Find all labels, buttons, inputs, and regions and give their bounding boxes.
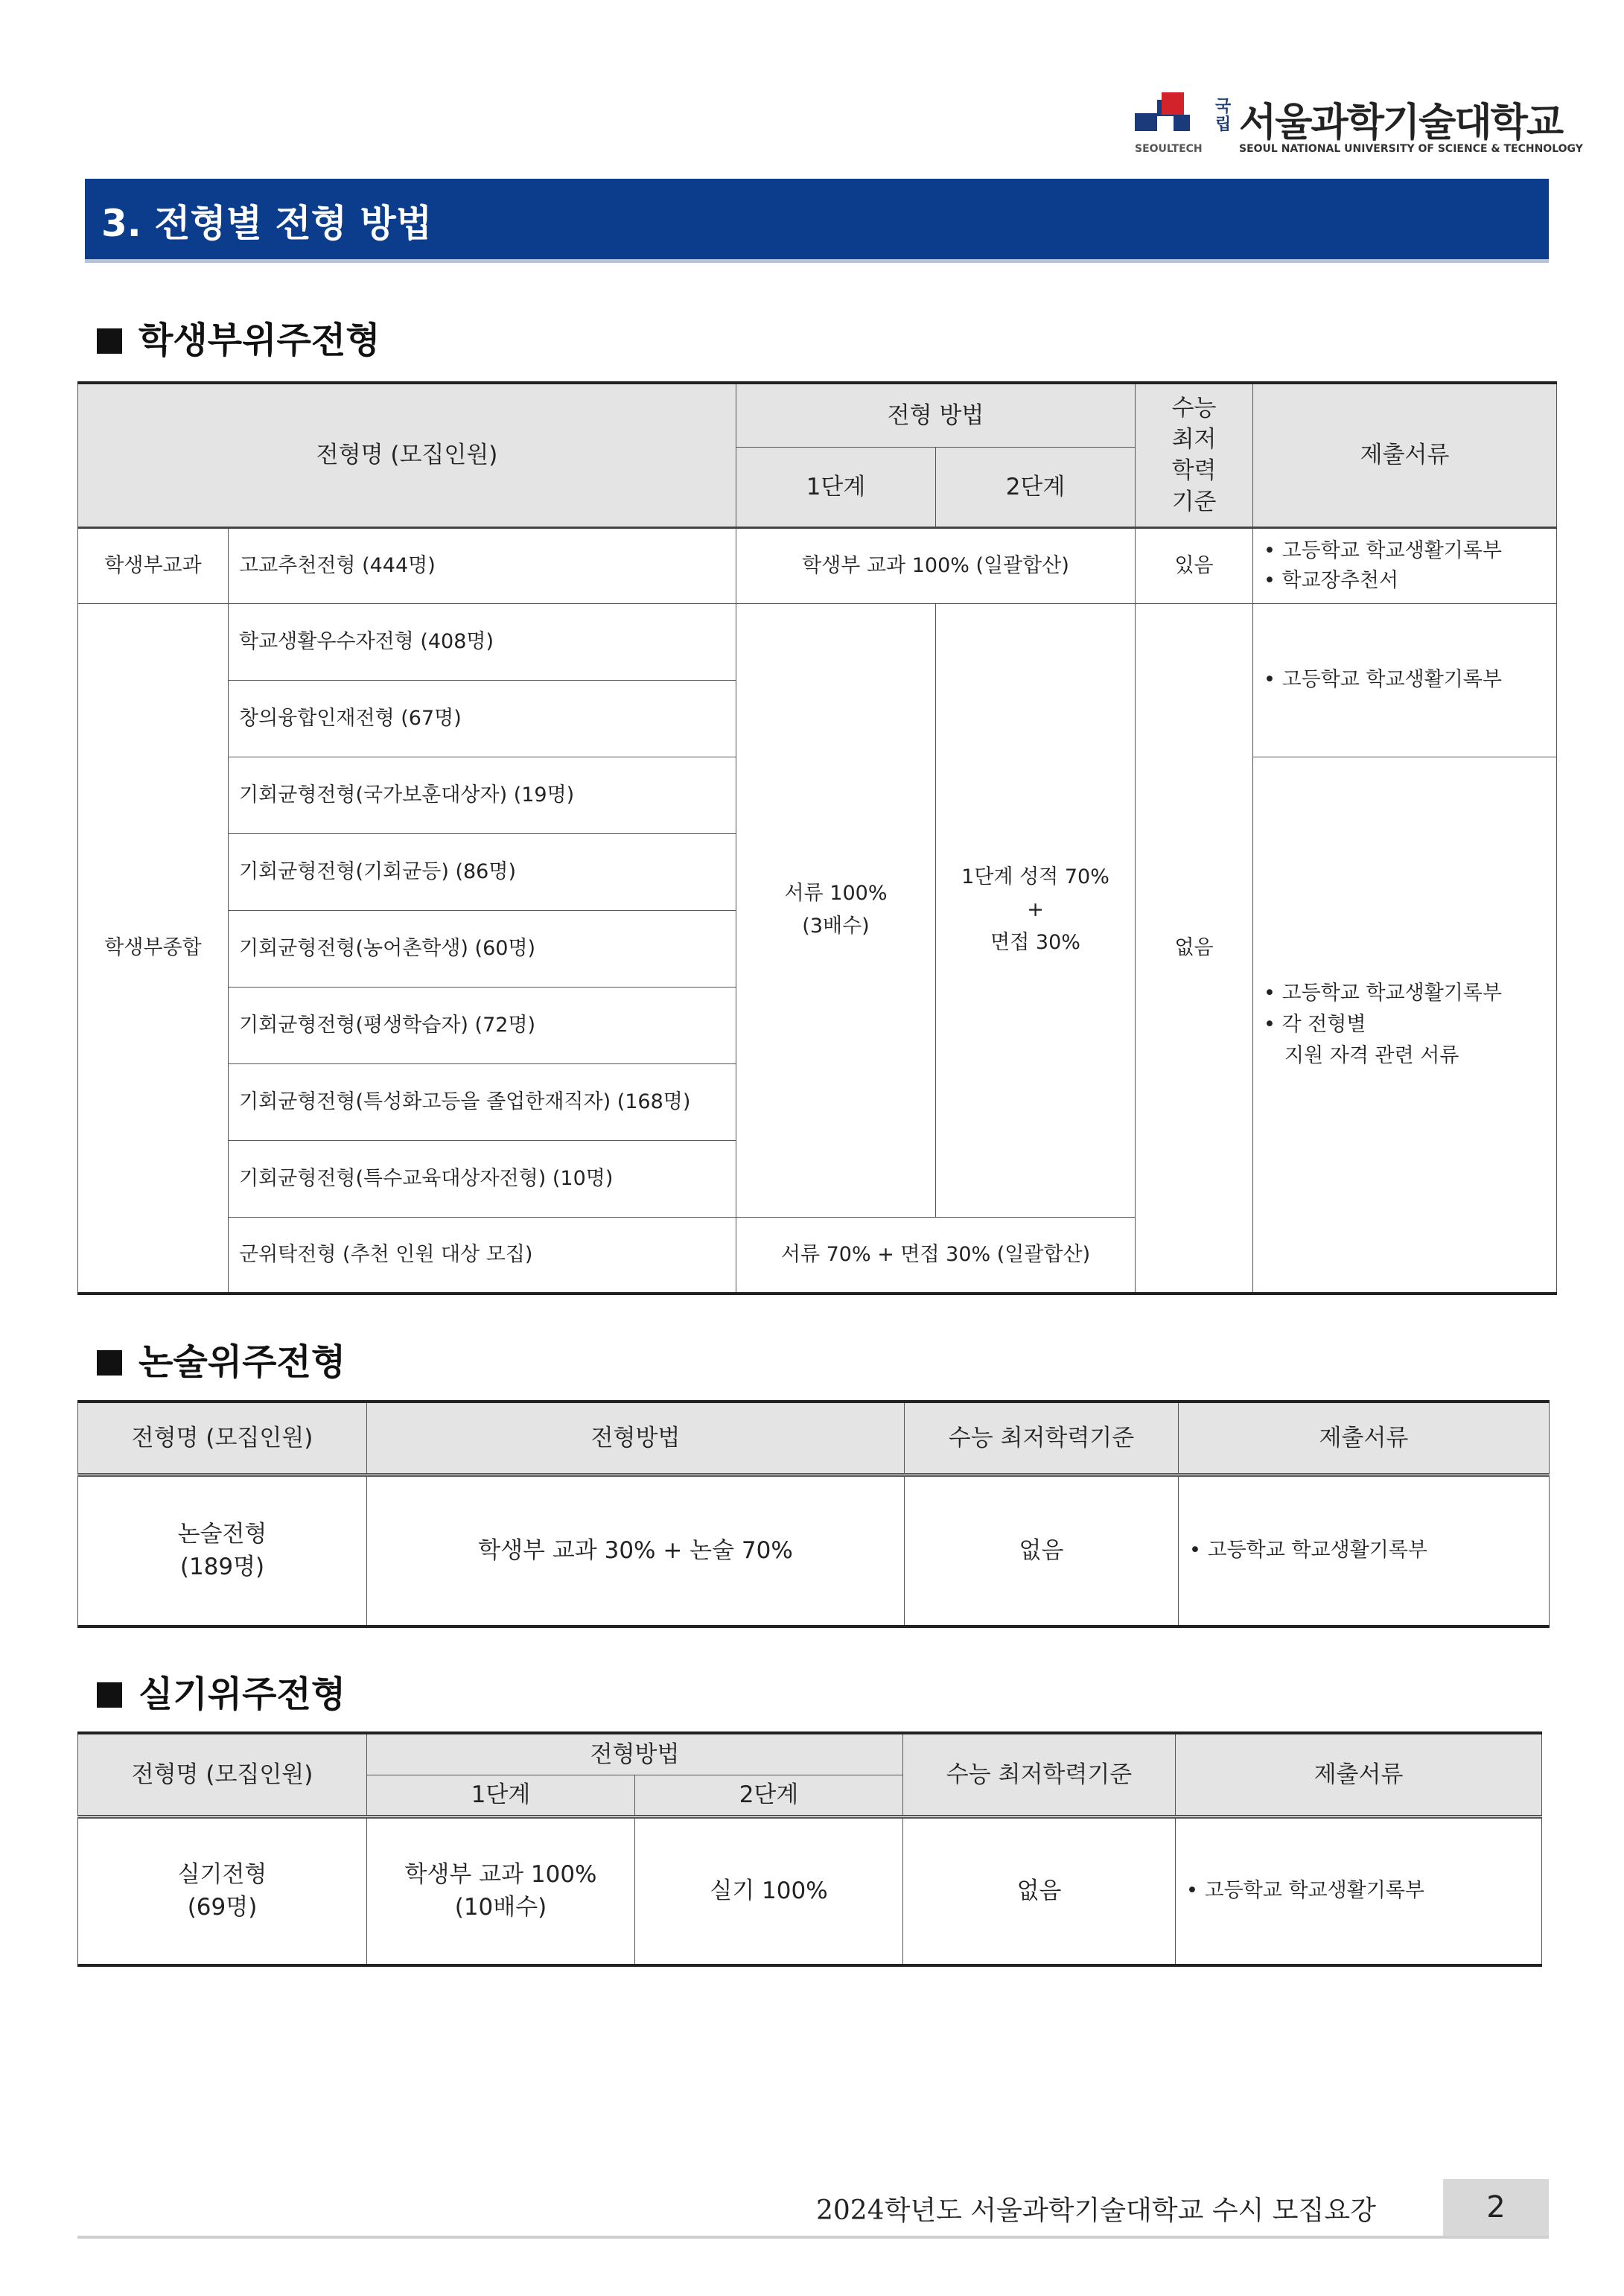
table-row [78, 1475, 1550, 1626]
csat-cell: 없음 [1136, 603, 1253, 1294]
admission-name: 기회균형전형(평생학습자) (72명) [229, 987, 736, 1063]
header-stage1: 1단계 [367, 1775, 635, 1816]
method-cell: 학생부 교과 100% (일괄합산) [736, 527, 1136, 603]
csat-cell: 없음 [903, 1816, 1176, 1965]
admission-name: 창의융합인재전형 (67명) [229, 680, 736, 757]
square-bullet-icon [97, 1350, 122, 1376]
category-cell: 학생부종합 [78, 603, 229, 1294]
table-row [78, 1816, 1542, 1965]
university-logo [1135, 88, 1583, 156]
admission-name: 학교생활우수자전형 (408명) [229, 603, 736, 680]
admission-name: 기회균형전형(국가보훈대상자) (19명) [229, 757, 736, 833]
admission-name: 논술전형 (189명) [78, 1475, 367, 1626]
footer-title: 2024학년도 서울과학기술대학교 수시 모집요강 [816, 2195, 1376, 2226]
docs-cell: • 고등학교 학교생활기록부 [1176, 1816, 1542, 1965]
admission-name: 기회균형전형(기회균등) (86명) [229, 833, 736, 910]
stage1-cell: 학생부 교과 100% (10배수) [367, 1816, 635, 1965]
docs-cell: • 고등학교 학교생활기록부 [1253, 603, 1557, 757]
header-method: 전형 방법 [736, 383, 1136, 447]
csat-cell: 없음 [905, 1475, 1179, 1626]
footer-divider [77, 2236, 1549, 2239]
header-csat: 수능 최저 학력 기준 [1136, 383, 1253, 527]
header-method: 전형방법 [367, 1733, 903, 1775]
csat-cell: 있음 [1136, 527, 1253, 603]
logo-national-mark: 국립 [1215, 98, 1232, 134]
header-name: 전형명 (모집인원) [78, 383, 736, 527]
method-cell: 학생부 교과 30% + 논술 70% [367, 1475, 905, 1626]
page-number: 2 [1443, 2179, 1549, 2236]
square-bullet-icon [97, 328, 122, 354]
section-heading-essay: 논술위주전형 [97, 1333, 346, 1384]
admission-name: 고교추천전형 (444명) [229, 527, 736, 603]
square-bullet-icon [97, 1682, 122, 1708]
method-cell: 서류 70% + 면접 30% (일괄합산) [736, 1217, 1136, 1294]
header-stage2: 2단계 [635, 1775, 903, 1816]
logo-seoultech: SEOULTECH [1135, 143, 1203, 155]
student-record-table [77, 381, 1557, 1295]
admission-name: 기회균형전형(특수교육대상자전형) (10명) [229, 1140, 736, 1217]
section-banner [85, 179, 1549, 263]
practical-table [77, 1731, 1542, 1967]
admission-name: 기회균형전형(특성화고등을 졸업한재직자) (168명) [229, 1063, 736, 1140]
admission-name: 군위탁전형 (추천 인원 대상 모집) [229, 1217, 736, 1294]
header-name: 전형명 (모집인원) [78, 1402, 367, 1475]
section-heading-student-record: 학생부위주전형 [97, 311, 380, 363]
docs-cell: • 고등학교 학교생활기록부 • 각 전형별 지원 자격 관련 서류 [1253, 757, 1557, 1294]
header-docs: 제출서류 [1179, 1402, 1550, 1475]
table-row [78, 527, 1557, 603]
section-heading-practical: 실기위주전형 [97, 1665, 346, 1717]
header-docs: 제출서류 [1176, 1733, 1542, 1816]
banner-title: 3. 전형별 전형 방법 [101, 202, 433, 245]
stage2-cell: 1단계 성적 70% + 면접 30% [936, 603, 1136, 1217]
header-stage1: 1단계 [736, 447, 936, 527]
category-cell: 학생부교과 [78, 527, 229, 603]
docs-cell: • 고등학교 학교생활기록부 • 학교장추천서 [1253, 527, 1557, 603]
essay-table [77, 1400, 1550, 1628]
table-row [78, 603, 1557, 680]
header-name: 전형명 (모집인원) [78, 1733, 367, 1816]
logo-english-name: SEOUL NATIONAL UNIVERSITY OF SCIENCE & TECHNOLOGY [1239, 143, 1583, 155]
logo-university-name: 서울과학기술대학교 [1239, 101, 1563, 145]
docs-cell: • 고등학교 학교생활기록부 [1179, 1475, 1550, 1626]
header-docs: 제출서류 [1253, 383, 1557, 527]
admission-name: 실기전형 (69명) [78, 1816, 367, 1965]
stage1-cell: 서류 100% (3배수) [736, 603, 936, 1217]
header-stage2: 2단계 [936, 447, 1136, 527]
header-method: 전형방법 [367, 1402, 905, 1475]
admission-name: 기회균형전형(농어촌학생) (60명) [229, 910, 736, 987]
header-csat: 수능 최저학력기준 [903, 1733, 1176, 1816]
header-csat: 수능 최저학력기준 [905, 1402, 1179, 1475]
stage2-cell: 실기 100% [635, 1816, 903, 1965]
